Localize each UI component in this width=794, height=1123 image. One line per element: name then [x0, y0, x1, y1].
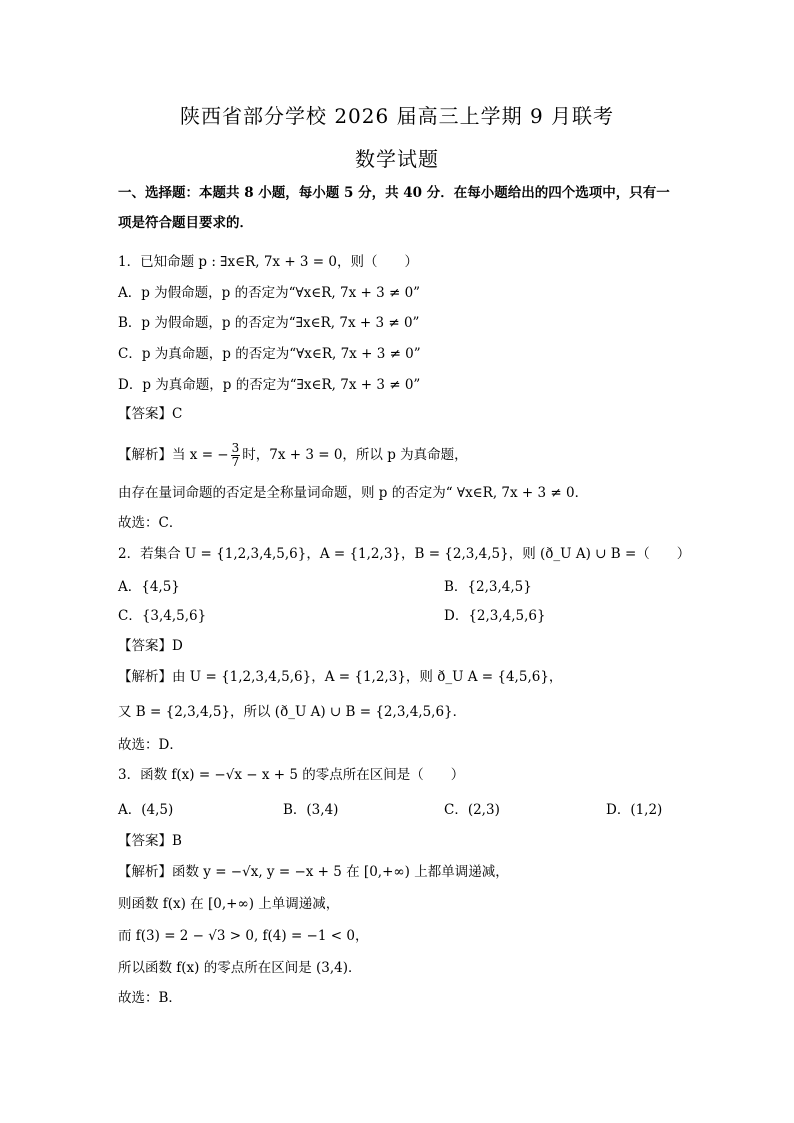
q2-answer: 【答案】D — [118, 638, 183, 654]
q2-option-d: D．{2,3,4,5,6} — [444, 608, 546, 624]
section-heading-line2: 项是符合题目要求的． — [118, 215, 253, 231]
q3-analysis-2: 则函数 f(x) 在 [0,+∞) 上单调递减， — [118, 896, 340, 912]
q3-analysis-4: 所以函数 f(x) 的零点所在区间是 (3,4)． — [118, 960, 362, 976]
q1-option-c: C．p 为真命题，p 的否定为“∀x∈R, 7x + 3 ≠ 0” — [118, 346, 421, 362]
q2-option-a: A．{4,5} — [118, 579, 180, 595]
q1-fraction — [231, 442, 241, 469]
q2-analysis-2: 又 B = {2,3,4,5}，所以 (ð_U A) ∪ B = {2,3,4,5,6}． — [118, 704, 467, 720]
q1-option-d: D．p 为真命题，p 的否定为“∃x∈R, 7x + 3 ≠ 0” — [118, 377, 421, 393]
q3-option-c: C．(2,3) — [444, 802, 500, 818]
q3-analysis-1: 【解析】函数 y = −√x, y = −x + 5 在 [0,+∞) 上都单调递减， — [118, 864, 509, 880]
q3-analysis-3: 而 f(3) = 2 − √3 > 0, f(4) = −1 < 0， — [118, 928, 369, 944]
q1-analysis-1 — [118, 442, 468, 469]
q1-analysis-2: 由存在量词命题的否定是全称量词命题，则 p 的否定为“ ∀x∈R, 7x + 3 ≠ 0． — [118, 485, 589, 501]
document-subtitle: 数学试题 — [355, 147, 439, 171]
q3-option-a: A．(4,5) — [118, 802, 174, 818]
q3-option-d: D．(1,2) — [606, 802, 663, 818]
document-title: 陕西省部分学校 2026 届高三上学期 9 月联考 — [179, 104, 615, 128]
q1-analysis-tail: 时，7x + 3 = 0，所以 p 为真命题， — [242, 447, 468, 463]
q2-choose: 故选：D． — [118, 737, 183, 753]
q3-answer: 【答案】B — [118, 833, 182, 849]
q2-stem: 2．若集合 U = {1,2,3,4,5,6}，A = {1,2,3}，B = {2,3,4,5}，则 (ð_U A) ∪ B =（ ） — [118, 546, 691, 562]
q1-choose: 故选：C． — [118, 515, 183, 531]
q3-choose: 故选：B． — [118, 990, 182, 1006]
q1-stem: 1．已知命题 p : ∃x∈R, 7x + 3 = 0，则（ ） — [118, 254, 418, 270]
q1-option-a: A．p 为假命题，p 的否定为“∀x∈R, 7x + 3 ≠ 0” — [118, 285, 421, 301]
q2-option-b: B．{2,3,4,5} — [444, 579, 532, 595]
q2-option-c: C．{3,4,5,6} — [118, 608, 207, 624]
q1-fraction-numerator: 3 — [231, 441, 240, 455]
q3-stem: 3．函数 f(x) = −√x − x + 5 的零点所在区间是（ ） — [118, 767, 465, 783]
q3-option-b: B．(3,4) — [283, 802, 339, 818]
section-heading-line1: 一、选择题：本题共 8 小题，每小题 5 分，共 40 分．在每小题给出的四个选项中，只有一 — [118, 185, 670, 201]
q2-analysis-1: 【解析】由 U = {1,2,3,4,5,6}，A = {1,2,3}，则 ð_U A = {4,5,6}， — [118, 669, 563, 685]
q1-answer: 【答案】C — [118, 406, 183, 422]
q1-option-b: B．p 为假命题，p 的否定为“∃x∈R, 7x + 3 ≠ 0” — [118, 315, 420, 331]
q1-analysis-lead: 【解析】当 x = − — [118, 447, 229, 463]
q1-fraction-denominator: 7 — [231, 455, 240, 469]
